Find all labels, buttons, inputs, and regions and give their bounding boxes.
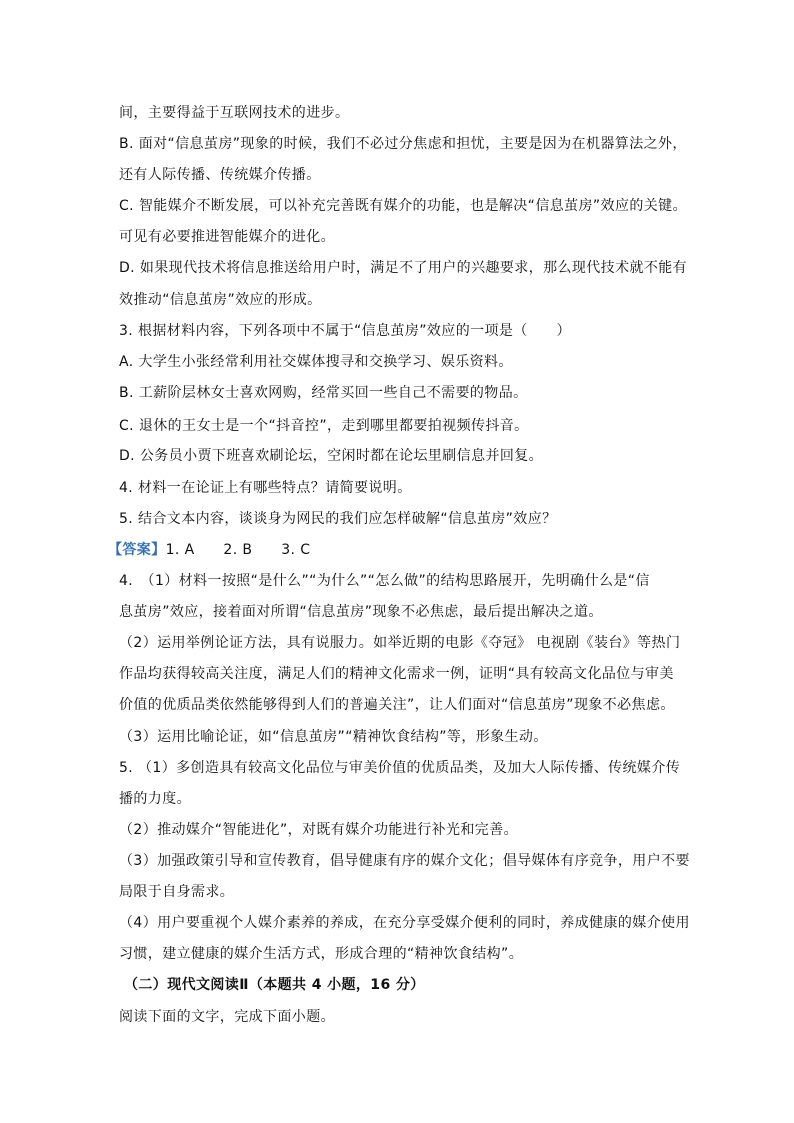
answer-text: 1. A 2. B 3. C <box>165 542 311 558</box>
answer-text-line: 播的力度。 <box>119 791 191 807</box>
option-c: C. 退休的王女士是一个“抖音控”，走到哪里都要拍视频传抖音。 <box>119 418 529 434</box>
text-line: B. 面对“信息茧房”现象的时候，我们不必过分焦虑和担忧，主要是因为在机器算法之外， <box>119 136 687 152</box>
text-line: 可见有必要推进智能媒介的进化。 <box>119 229 335 245</box>
option-a: A. 大学生小张经常利用社交媒体搜寻和交换学习、娱乐资料。 <box>119 354 513 370</box>
answer-text-line: （3）加强政策引导和宣传教育，倡导健康有序的媒介文化；倡导媒体有序竞争，用户不要 <box>119 853 690 869</box>
question-4: 4. 材料一在论证上有哪些特点？请简要说明。 <box>119 480 412 496</box>
option-b: B. 工薪阶层林女士喜欢网购，经常买回一些自己不需要的物品。 <box>119 385 528 401</box>
text-line: D. 如果现代技术将信息推送给用户时，满足不了用户的兴趣要求，那么现代技术就不能有 <box>119 260 688 276</box>
answer-line <box>108 540 310 560</box>
answer-text-line: 作品均获得较高关注度，满足人们的精神文化需求一例，证明“具有较高文化品位与审美 <box>119 666 674 682</box>
answer-text-line: 局限于自身需求。 <box>119 884 235 900</box>
answer-text-line: 5. （1）多创造具有较高文化品位与审美价值的优质品类，及加大人际传播、传统媒介传 <box>119 760 681 776</box>
answer-tag: 【答案】 <box>108 542 166 558</box>
answer-text-line: （3）运用比喻论证，如“信息茧房”“精神饮食结构”等，形象生动。 <box>119 729 548 745</box>
section-heading: （二）现代文阅读Ⅱ（本题共 4 小题，16 分） <box>124 977 425 993</box>
text-line: 间，主要得益于互联网技术的进步。 <box>119 105 350 121</box>
question-3: 3. 根据材料内容，下列各项中不属于“信息茧房”效应的一项是（ ） <box>119 323 571 339</box>
option-d: D. 公务员小贾下班喜欢刷论坛，空闲时都在论坛里刷信息并回复。 <box>119 448 544 464</box>
answer-text-line: （2）运用举例论证方法，具有说服力。如举近期的电影《夺冠》 电视剧《装台》等热门 <box>119 635 681 651</box>
answer-text-line: 习惯，建立健康的媒介生活方式，形成合理的“精神饮食结构”。 <box>119 946 524 962</box>
answer-text-line: 价值的优质品类依然能够得到人们的普遍关注”，让人们面对“信息茧房”现象不必焦虑。 <box>119 697 675 713</box>
question-5: 5. 结合文本内容，谈谈身为网民的我们应怎样破解“信息茧房”效应？ <box>119 511 557 527</box>
text-line: C. 智能媒介不断发展，可以补充完善既有媒介的功能，也是解决“信息茧房”效应的关键。 <box>119 198 687 214</box>
intro-line: 阅读下面的文字，完成下面小题。 <box>119 1009 335 1025</box>
text-line: 还有人际传播、传统媒介传播。 <box>119 167 321 183</box>
answer-text-line: 4. （1）材料一按照“是什么”“为什么”“怎么做”的结构思路展开，先明确什么是“信 <box>119 573 650 589</box>
answer-text-line: 息茧房”效应，接着面对所谓“信息茧房”现象不必焦虑，最后提出解决之道。 <box>119 604 603 620</box>
answer-text-line: （2）推动媒介“智能进化”，对既有媒介功能进行补光和完善。 <box>119 822 519 838</box>
answer-text-line: （4）用户要重视个人媒介素养的养成，在充分享受媒介便利的同时，养成健康的媒介使用 <box>119 915 690 931</box>
text-line: 效推动“信息茧房”效应的形成。 <box>119 292 322 308</box>
